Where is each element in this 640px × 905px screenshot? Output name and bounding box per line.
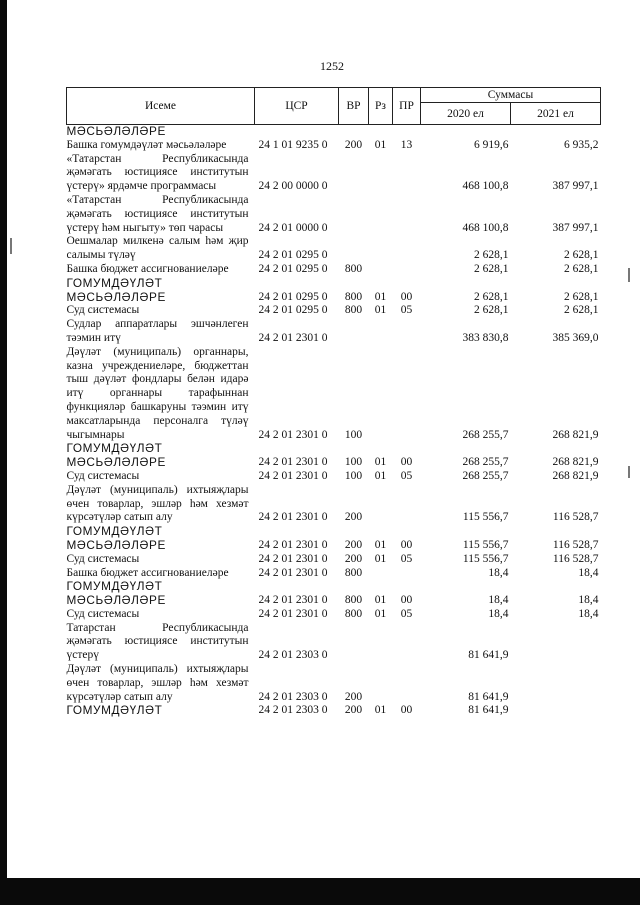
row-csr: 24 2 01 2301 0 — [258, 594, 328, 607]
row-rz — [369, 484, 393, 525]
row-rz — [369, 622, 393, 663]
row-pr — [393, 484, 421, 525]
row-rz: 01 — [374, 704, 387, 717]
row-name: Башка бюджет ассигнованиеләре — [66, 262, 229, 275]
row-name: Татарстан Республикасында җәмәгать юстициясе институтын үстерү — [66, 621, 249, 662]
row-name: ГОМУМДӘҮЛӘТ МӘСЬӘЛӘЛӘРЕ — [66, 441, 166, 470]
page-number: 1252 — [320, 59, 344, 73]
row-vr — [339, 125, 369, 139]
row-sum-2020: 18,4 — [488, 566, 509, 579]
scan-left-edge — [0, 0, 7, 905]
table-row — [67, 442, 601, 470]
row-sum-2020: 81 641,9 — [468, 690, 509, 703]
row-sum-2021: 2 628,1 — [564, 249, 599, 262]
row-pr — [393, 263, 421, 277]
row-csr: 24 2 01 0295 0 — [258, 290, 328, 303]
row-sum-2020 — [421, 125, 511, 139]
row-rz: 01 — [374, 594, 387, 607]
row-rz: 01 — [374, 552, 387, 565]
row-name: Дәүләт (муниципаль) ихтыяҗлары өчен товарлар, эшләр һәм хезмәт күрсәтүләр сатып алу — [66, 483, 249, 524]
row-csr: 24 2 01 2301 0 — [258, 456, 328, 469]
row-sum-2020: 468 100,8 — [462, 180, 509, 193]
row-pr: 05 — [400, 469, 413, 482]
table-row — [67, 263, 601, 277]
row-pr: 00 — [400, 594, 413, 607]
row-rz — [369, 346, 393, 443]
row-name: МӘСЬӘЛӘЛӘРЕ — [66, 124, 166, 138]
row-rz — [369, 153, 393, 194]
row-sum-2021: 385 369,0 — [552, 331, 599, 344]
table-row — [67, 304, 601, 318]
table-row — [67, 608, 601, 622]
row-sum-2021: 268 821,9 — [552, 469, 599, 482]
row-vr — [339, 153, 369, 194]
table-row — [67, 235, 601, 263]
row-csr: 24 2 01 0295 0 — [258, 304, 328, 317]
row-name: «Татарстан Республикасында җәмәгать юстициясе институтын үстерү һәм ныгыту» төп чарасы — [66, 193, 249, 234]
table-row — [67, 567, 601, 581]
row-sum-2020: 2 628,1 — [474, 304, 509, 317]
table-row — [67, 139, 601, 153]
row-vr: 100 — [344, 456, 363, 469]
row-rz: 01 — [374, 538, 387, 551]
row-sum-2020: 115 556,7 — [462, 538, 509, 551]
row-csr: 24 2 01 2301 0 — [258, 469, 328, 482]
row-vr: 200 — [344, 538, 363, 551]
row-csr: 24 2 01 2301 0 — [258, 331, 328, 344]
row-vr: 800 — [344, 290, 363, 303]
row-csr: 24 2 00 0000 0 — [258, 180, 328, 193]
row-sum-2021: 2 628,1 — [564, 262, 599, 275]
row-sum-2021: 18,4 — [578, 607, 599, 620]
header-pr: ПР — [393, 88, 421, 125]
row-rz — [369, 663, 393, 704]
row-sum-2021: 18,4 — [578, 594, 599, 607]
budget-table — [66, 87, 601, 718]
table-row — [67, 704, 601, 718]
header-csr: ЦСР — [255, 88, 339, 125]
row-sum-2021: 116 528,7 — [552, 552, 599, 565]
table-row — [67, 470, 601, 484]
table-row — [67, 622, 601, 663]
row-name: Суд системасы — [66, 552, 140, 565]
row-vr: 200 — [344, 552, 363, 565]
row-vr: 100 — [344, 428, 363, 441]
row-vr: 100 — [344, 469, 363, 482]
row-sum-2020: 468 100,8 — [462, 221, 509, 234]
row-sum-2020: 18,4 — [488, 594, 509, 607]
row-csr: 24 2 01 2303 0 — [258, 690, 328, 703]
row-vr — [339, 622, 369, 663]
table-row — [67, 663, 601, 704]
row-vr: 800 — [344, 566, 363, 579]
table-body — [67, 125, 601, 719]
row-pr: 05 — [400, 304, 413, 317]
table-row — [67, 153, 601, 194]
row-csr: 24 2 01 2301 0 — [258, 511, 328, 524]
row-vr: 800 — [344, 304, 363, 317]
row-name: Башка гомумдәүләт мәсьәләләре — [66, 138, 227, 151]
row-csr: 24 2 01 0295 0 — [258, 262, 328, 275]
row-name: Суд системасы — [66, 304, 140, 317]
row-rz — [369, 567, 393, 581]
row-sum-2020: 268 255,7 — [462, 469, 509, 482]
row-rz — [369, 194, 393, 235]
row-pr — [393, 663, 421, 704]
row-sum-2020: 268 255,7 — [462, 428, 509, 441]
header-name: Исеме — [67, 88, 255, 125]
row-pr — [393, 125, 421, 139]
row-name: ГОМУМДӘҮЛӘТ — [66, 703, 163, 718]
row-sum-2020: 268 255,7 — [462, 456, 509, 469]
row-csr: 24 2 01 2301 0 — [258, 566, 328, 579]
row-sum-2020: 115 556,7 — [462, 552, 509, 565]
row-vr: 200 — [344, 511, 363, 524]
row-csr: 24 2 01 2303 0 — [258, 704, 328, 717]
row-pr: 00 — [400, 456, 413, 469]
row-sum-2021: 116 528,7 — [552, 538, 599, 551]
row-sum-2020: 18,4 — [488, 607, 509, 620]
row-pr — [393, 235, 421, 263]
table-row — [67, 553, 601, 567]
row-rz: 01 — [374, 138, 387, 151]
scan-mark-right-2 — [628, 466, 630, 478]
row-pr: 05 — [400, 552, 413, 565]
row-sum-2021: 6 935,2 — [564, 138, 599, 151]
row-name: Дәүләт (муниципаль) ихтыяҗлары өчен товарлар, эшләр һәм хезмәт күрсәтүләр сатып алу — [66, 663, 249, 703]
row-vr: 200 — [344, 704, 363, 717]
row-vr: 200 — [344, 138, 363, 151]
row-name: ГОМУМДӘҮЛӘТ МӘСЬӘЛӘЛӘРЕ — [66, 579, 166, 608]
row-pr: 00 — [400, 538, 413, 551]
row-vr: 800 — [344, 594, 363, 607]
row-pr — [393, 567, 421, 581]
row-sum-2021: 387 997,1 — [552, 180, 599, 193]
header-vr: ВР — [339, 88, 369, 125]
row-csr: 24 2 01 0000 0 — [258, 221, 328, 234]
row-rz: 01 — [374, 290, 387, 303]
row-csr: 24 2 01 2301 0 — [258, 538, 328, 551]
row-vr — [339, 318, 369, 346]
row-sum-2021: 387 997,1 — [552, 221, 599, 234]
row-sum-2020: 2 628,1 — [474, 262, 509, 275]
row-sum-2021 — [511, 704, 601, 718]
row-rz: 01 — [374, 456, 387, 469]
row-sum-2021 — [511, 663, 601, 704]
table-row — [67, 125, 601, 139]
row-vr: 200 — [344, 690, 363, 703]
row-pr — [393, 153, 421, 194]
row-sum-2020: 81 641,9 — [468, 704, 509, 717]
row-sum-2020: 2 628,1 — [474, 290, 509, 303]
row-name: Суд системасы — [66, 469, 140, 482]
row-name: «Татарстан Республикасында җәмәгать юстициясе институтын үстерү» ярдәмче программасы — [66, 152, 249, 193]
row-pr: 05 — [400, 607, 413, 620]
row-rz: 01 — [374, 607, 387, 620]
row-sum-2021: 2 628,1 — [564, 290, 599, 303]
row-sum-2020: 6 919,6 — [474, 138, 509, 151]
row-sum-2021: 268 821,9 — [552, 428, 599, 441]
row-pr — [393, 318, 421, 346]
row-sum-2020: 383 830,8 — [462, 331, 509, 344]
row-name: Дәүләт (муниципаль) органнары, казна учреждениеләре, бюджеттан тыш дәүләт фондлары белән идарә итү органнары тарафыннан функцияләр башкаруны тәэмин итү максатларында персоналга түләү чыгымнары — [66, 345, 249, 441]
table-row — [67, 484, 601, 525]
table-row — [67, 346, 601, 443]
row-pr: 00 — [400, 290, 413, 303]
row-name: ГОМУМДӘҮЛӘТ МӘСЬӘЛӘЛӘРЕ — [66, 275, 166, 304]
row-csr — [255, 125, 339, 139]
row-name: Судлар аппаратлары эшчәнлеген тәэмин итү — [66, 318, 249, 344]
row-rz — [369, 318, 393, 346]
header-sums: Суммасы — [421, 88, 601, 103]
row-rz: 01 — [374, 469, 387, 482]
scan-mark-right — [628, 268, 630, 282]
row-sum-2021 — [511, 125, 601, 139]
row-csr: 24 2 01 0295 0 — [258, 249, 328, 262]
row-pr: 13 — [400, 138, 413, 151]
row-vr — [339, 194, 369, 235]
row-csr: 24 2 01 2303 0 — [258, 649, 328, 662]
row-sum-2021: 2 628,1 — [564, 304, 599, 317]
row-sum-2020: 115 556,7 — [462, 511, 509, 524]
row-sum-2020: 2 628,1 — [474, 249, 509, 262]
row-sum-2021: 268 821,9 — [552, 456, 599, 469]
row-sum-2021: 116 528,7 — [552, 511, 599, 524]
row-vr: 800 — [344, 607, 363, 620]
table-header — [67, 88, 601, 125]
row-csr: 24 2 01 2301 0 — [258, 552, 328, 565]
row-name: Суд системасы — [66, 607, 140, 620]
scan-bottom-edge — [0, 878, 640, 905]
row-name: ГОМУМДӘҮЛӘТ МӘСЬӘЛӘЛӘРЕ — [66, 524, 166, 552]
row-vr — [339, 235, 369, 263]
table-row — [67, 580, 601, 608]
header-year-2020: 2020 ел — [421, 103, 511, 125]
row-csr: 24 1 01 9235 0 — [258, 138, 328, 151]
row-vr: 800 — [344, 262, 363, 275]
scan-mark-left — [10, 238, 12, 254]
row-name: Башка бюджет ассигнованиеләре — [66, 566, 229, 579]
table-row — [67, 525, 601, 553]
row-rz — [369, 263, 393, 277]
row-sum-2021: 18,4 — [578, 566, 599, 579]
row-pr — [393, 622, 421, 663]
row-csr: 24 2 01 2301 0 — [258, 607, 328, 620]
header-rz: Рз — [369, 88, 393, 125]
row-pr — [393, 194, 421, 235]
row-sum-2021 — [511, 622, 601, 663]
row-sum-2020: 81 641,9 — [468, 649, 509, 662]
row-pr: 00 — [400, 704, 413, 717]
table-row — [67, 277, 601, 305]
header-year-2021: 2021 ел — [511, 103, 601, 125]
row-rz — [369, 235, 393, 263]
row-rz: 01 — [374, 304, 387, 317]
table-row — [67, 194, 601, 235]
row-name: Оешмалар милкенә салым һәм җир салымы түләү — [66, 235, 249, 262]
row-rz — [369, 125, 393, 139]
row-pr — [393, 346, 421, 443]
table-row — [67, 318, 601, 346]
row-csr: 24 2 01 2301 0 — [258, 428, 328, 441]
